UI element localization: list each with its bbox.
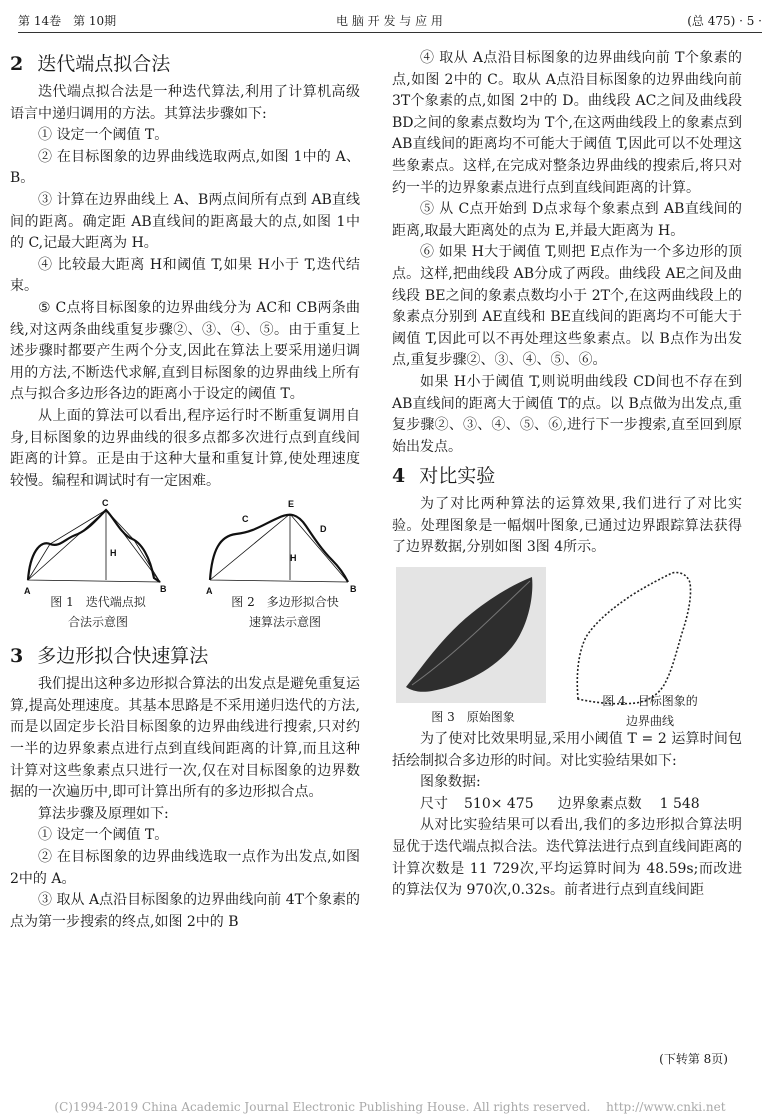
- step-item: ② 在目标图象的边界曲线选取两点,如图 1中的 A、B。: [10, 148, 360, 187]
- fig2-boundary-curve: [210, 515, 348, 582]
- figures-3-4: [392, 561, 742, 729]
- paragraph: 从上面的算法可以看出,程序运行时不断重复调用自身,目标图象的边界曲线的很多点都多次进行点到直线间距离的计算。正是由于这种大量和重复计算,使处理速度较慢。编程和调试时有一定困难。: [10, 407, 360, 489]
- paragraph: 算法步骤及原理如下:: [38, 805, 169, 822]
- pixels-label: 边界象素点数: [557, 795, 642, 812]
- step-item: ⑥ 如果 H大于阈值 T,则把 E点作为一个多边形的顶点。这样,把曲线段 AB分成了两段。曲线段 AE之间及曲线段 BE之间的象素点数均小于 2T个,在这两曲线段上的象素点分别到 AE直线和 BE直线间的距离均不可能大于阈值 T,因此可以不再处理这些象素点。以 B点作为出发点,重复步骤②、③、④、⑤、⑥。: [392, 244, 742, 369]
- figure-3-caption: 图 3 原始图象: [431, 710, 515, 725]
- fig1-label-a: A: [24, 586, 31, 597]
- paragraph: 为了使对比效果明显,采用小阈值 T = 2 运算时间包括绘制拟合多边形的时间。对比实验结果如下:: [392, 731, 742, 769]
- figure-4-caption: 图 4 目标图象的 边界曲线: [602, 694, 698, 729]
- section-4-heading: 4 对比实验: [392, 465, 496, 488]
- step-item: ① 设定一个阈值 T。: [38, 127, 169, 144]
- figure-3-4-images: [392, 567, 742, 707]
- paragraph: 如果 H小于阈值 T,则说明曲线段 CD间也不存在到 AB直线间的距离大于阈值 T的点。以 B点做为出发点,重复步骤②、③、④、⑤、⑥,进行下一步搜索,直至回到原始出发点。: [392, 373, 742, 455]
- step-item: ③ 取从 A点沿目标图象的边界曲线向前 4T个象素的点为第一步搜索的终点,如图 2中的 B: [10, 892, 360, 930]
- continued-note: (下转第 8页): [659, 1052, 728, 1066]
- step-item: ⑤ 从 C点开始到 D点求每个象素点到 AB直线间的距离,取最大距离处的点为 E,并最大距离为 H。: [392, 201, 742, 239]
- fig1-label-h: H: [110, 548, 117, 559]
- pixels-value: 1 548: [659, 795, 700, 812]
- step-item: ④ 取从 A点沿目标图象的边界曲线向前 T个象素的点,如图 2中的 C。取从 A点沿目标图象的边界曲线向前 3T个象素的点,如图 2中的 D。曲线段 AC之间及曲线段 BD之间的象素点数均为 T个,在这两曲线段上的象素点到 AB直线间的距离均不可能大于阈值 T,因此可以不处理这些象素点。这样,在完成对整条边界曲线的搜索后,将只对约一半的边界象素点进行点到直线间距离的计算。: [392, 50, 742, 196]
- step-item: ④ 比较最大距离 H和阈值 T,如果 H小于 T,迭代结束。: [10, 256, 360, 295]
- header-volume: 第 14卷 第 10期: [18, 14, 117, 28]
- step-item: ⑤ C点将目标图象的边界曲线分为 AC和 CB两条曲线,对这两条曲线重复步骤②、③、④、⑤。由于重复上述步骤时都要产生两个分支,因此在算法上要采用递归调用的方法,不断迭代求解,直到目标图象的边界曲线上所有点与拟合多边形各边的距离小于设定的阈值 T。: [10, 299, 360, 403]
- header-page-number: (总 475) · 5 ·: [687, 14, 762, 28]
- paragraph: 为了对比两种算法的运算效果,我们进行了对比实验。处理图象是一幅烟叶图象,已通过边界跟踪算法获得了边界数据,分别如图 3图 4所示。: [392, 496, 742, 556]
- figure-2-caption: 图 2 多边形拟合快 速算法示意图: [231, 595, 339, 630]
- fig2-label-b: B: [350, 584, 357, 595]
- section-3-heading: 3 多边形拟合快速算法: [10, 645, 209, 668]
- fig4-boundary-curve: [577, 573, 690, 704]
- size-label: 尺寸: [420, 795, 448, 812]
- step-item: ① 设定一个阈值 T。: [38, 827, 169, 844]
- copyright-footer: (C)1994-2019 China Academic Journal Electronic Publishing House. All rights reserved. http://www.cnki.net: [54, 1100, 726, 1114]
- fig1-label-b: B: [160, 584, 167, 595]
- fig2-label-c: C: [242, 514, 249, 525]
- image-data-row: [392, 794, 742, 816]
- figures-1-2: [10, 498, 360, 638]
- fig2-label-e: E: [288, 499, 295, 510]
- fig2-fit-lines: [210, 514, 348, 582]
- step-item: ② 在目标图象的边界曲线选取一点作为出发点,如图 2中的 A。: [10, 849, 360, 887]
- figure-1-diagram: [10, 498, 360, 598]
- fig2-label-d: D: [320, 524, 327, 535]
- fig2-label-a: A: [206, 586, 213, 597]
- step-item: ③ 计算在边界曲线上 A、B两点间所有点到 AB直线间的距离。确定距 AB直线间的距离最大的点,如图 1中的 C,记最大距离为 H。: [10, 191, 360, 252]
- figure-1-caption: 图 1 迭代端点拟 合法示意图: [50, 595, 146, 630]
- fig2-label-h: H: [290, 553, 297, 564]
- left-column: [10, 46, 360, 933]
- header-journal-title: 电 脑 开 发 与 应 用: [336, 14, 443, 28]
- right-column: [392, 48, 742, 902]
- data-label: 图象数据:: [420, 774, 481, 791]
- fig1-label-c: C: [102, 498, 109, 509]
- paragraph: 从对比实验结果可以看出,我们的多边形拟合算法明显优于迭代端点拟合法。迭代算法进行点到直线间距离的计算次数是 11 729次,平均运算时间为 48.59s;而改进的算法仅为 970次,0.32s。前者进行点到直线间距: [392, 817, 742, 899]
- running-header: [18, 8, 762, 33]
- section-2-heading: 2 迭代端点拟合法: [10, 53, 171, 75]
- paragraph: 迭代端点拟合法是一种迭代算法,利用了计算机高级语言中递归调用的方法。其算法步骤如下:: [10, 84, 360, 122]
- size-value: 510× 475: [464, 795, 534, 812]
- paragraph: 我们提出这种多边形拟合算法的出发点是避免重复运算,提高处理速度。其基本思路是不采用递归迭代的方法,而是以固定步长沿目标图象的边界曲线进行搜索,只对约一半的边界象素点进行点到直线间距离的计算,而且这种计算对这些象素点只进行一次,仅在对目标图象的边界数据的一次遍历中,即可计算出所有的多边形拟合点。: [10, 676, 360, 801]
